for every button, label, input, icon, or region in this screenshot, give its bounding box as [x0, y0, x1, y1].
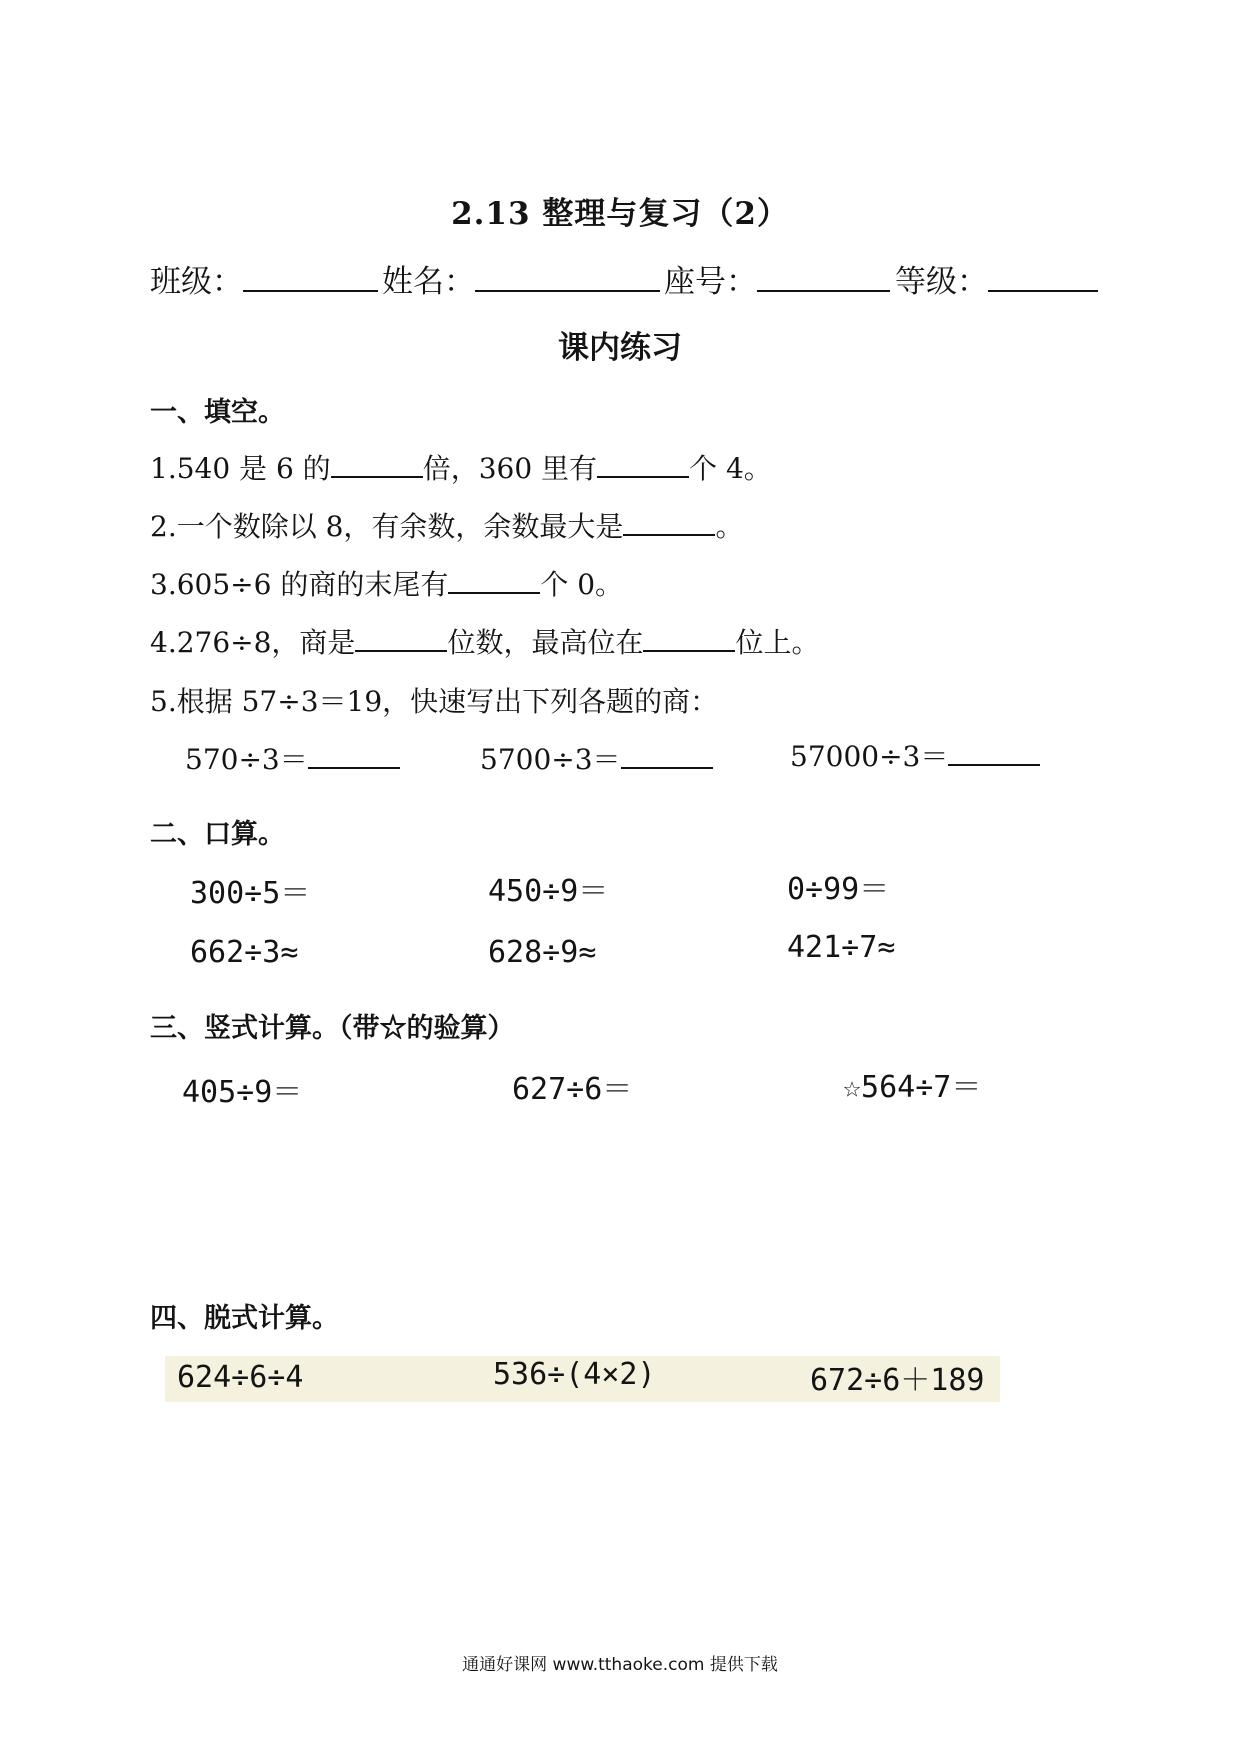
q5-expr-2: 5700÷3＝ [480, 743, 621, 776]
section4-heading: 四、脱式计算。 [150, 1303, 339, 1334]
q1-text-b: 倍，360 里有 [422, 452, 598, 485]
footer-source: 通通好课网 www.tthaoke.com 提供下载 [462, 1655, 778, 1675]
q4-text-a: 4.276÷8，商是 [150, 626, 356, 659]
q1-text-a: 1.540 是 6 的 [150, 452, 331, 485]
vertical-calc-2: 627÷6＝ [512, 1072, 633, 1107]
page-title: 2.13 整理与复习（2） [451, 196, 789, 232]
grade-field [895, 256, 1098, 301]
q4-text-c: 位上。 [735, 626, 820, 659]
class-label: 班级： [150, 264, 243, 300]
name-field [382, 256, 660, 301]
section1-heading: 一、填空。 [150, 397, 285, 428]
oral-calc-3: 0÷99＝ [787, 872, 890, 907]
name-blank[interactable] [475, 260, 660, 292]
question-5: 5.根据 57÷3＝19，快速写出下列各题的商： [150, 685, 719, 718]
q4-blank-1[interactable] [355, 626, 447, 652]
seat-field [664, 256, 890, 301]
class-blank[interactable] [243, 260, 378, 292]
oral-calc-2: 450÷9＝ [488, 874, 609, 909]
q1-blank-2[interactable] [597, 452, 689, 478]
q5-item-3 [790, 735, 1040, 775]
q2-blank[interactable] [623, 510, 715, 536]
q5-expr-3: 57000÷3＝ [790, 740, 949, 773]
q1-text-c: 个 4。 [689, 452, 772, 485]
oral-calc-4: 662÷3≈ [190, 935, 299, 970]
oral-calc-1: 300÷5＝ [190, 876, 311, 911]
grade-blank[interactable] [988, 260, 1098, 292]
q5-blank-2[interactable] [621, 743, 713, 769]
question-1 [150, 447, 772, 487]
q2-text-b: 。 [715, 510, 744, 543]
q5-item-1 [185, 738, 400, 778]
q5-blank-3[interactable] [948, 740, 1040, 766]
q4-text-b: 位数，最高位在 [447, 626, 644, 659]
step-calc-1: 624÷6÷4 [177, 1360, 304, 1395]
q5-blank-1[interactable] [308, 743, 400, 769]
section3-heading: 三、竖式计算。（带☆的验算） [150, 1013, 515, 1044]
step-calc-2: 536÷(4×2) [493, 1357, 656, 1392]
question-3 [150, 563, 623, 603]
q5-expr-1: 570÷3＝ [185, 743, 308, 776]
oral-calc-5: 628÷9≈ [488, 935, 597, 970]
q1-blank-1[interactable] [331, 452, 423, 478]
step-calc-3: 672÷6＋189 [810, 1363, 985, 1398]
vertical-calc-3: ☆564÷7＝ [843, 1070, 982, 1105]
subtitle: 课内练习 [558, 330, 682, 366]
q2-text-a: 2.一个数除以 8，有余数，余数最大是 [150, 510, 624, 543]
class-field [150, 256, 378, 301]
q3-blank[interactable] [448, 568, 540, 594]
grade-label: 等级： [895, 264, 988, 300]
q5-item-2 [480, 738, 713, 778]
question-2 [150, 505, 743, 545]
q3-text-a: 3.605÷6 的商的末尾有 [150, 568, 449, 601]
question-4 [150, 621, 819, 661]
section2-heading: 二、口算。 [150, 819, 285, 850]
oral-calc-6: 421÷7≈ [787, 930, 896, 965]
q4-blank-2[interactable] [643, 626, 735, 652]
vertical-calc-1: 405÷9＝ [182, 1075, 303, 1110]
seat-label: 座号： [664, 264, 757, 300]
name-label: 姓名： [382, 264, 475, 300]
q3-text-b: 个 0。 [540, 568, 624, 601]
seat-blank[interactable] [757, 260, 890, 292]
